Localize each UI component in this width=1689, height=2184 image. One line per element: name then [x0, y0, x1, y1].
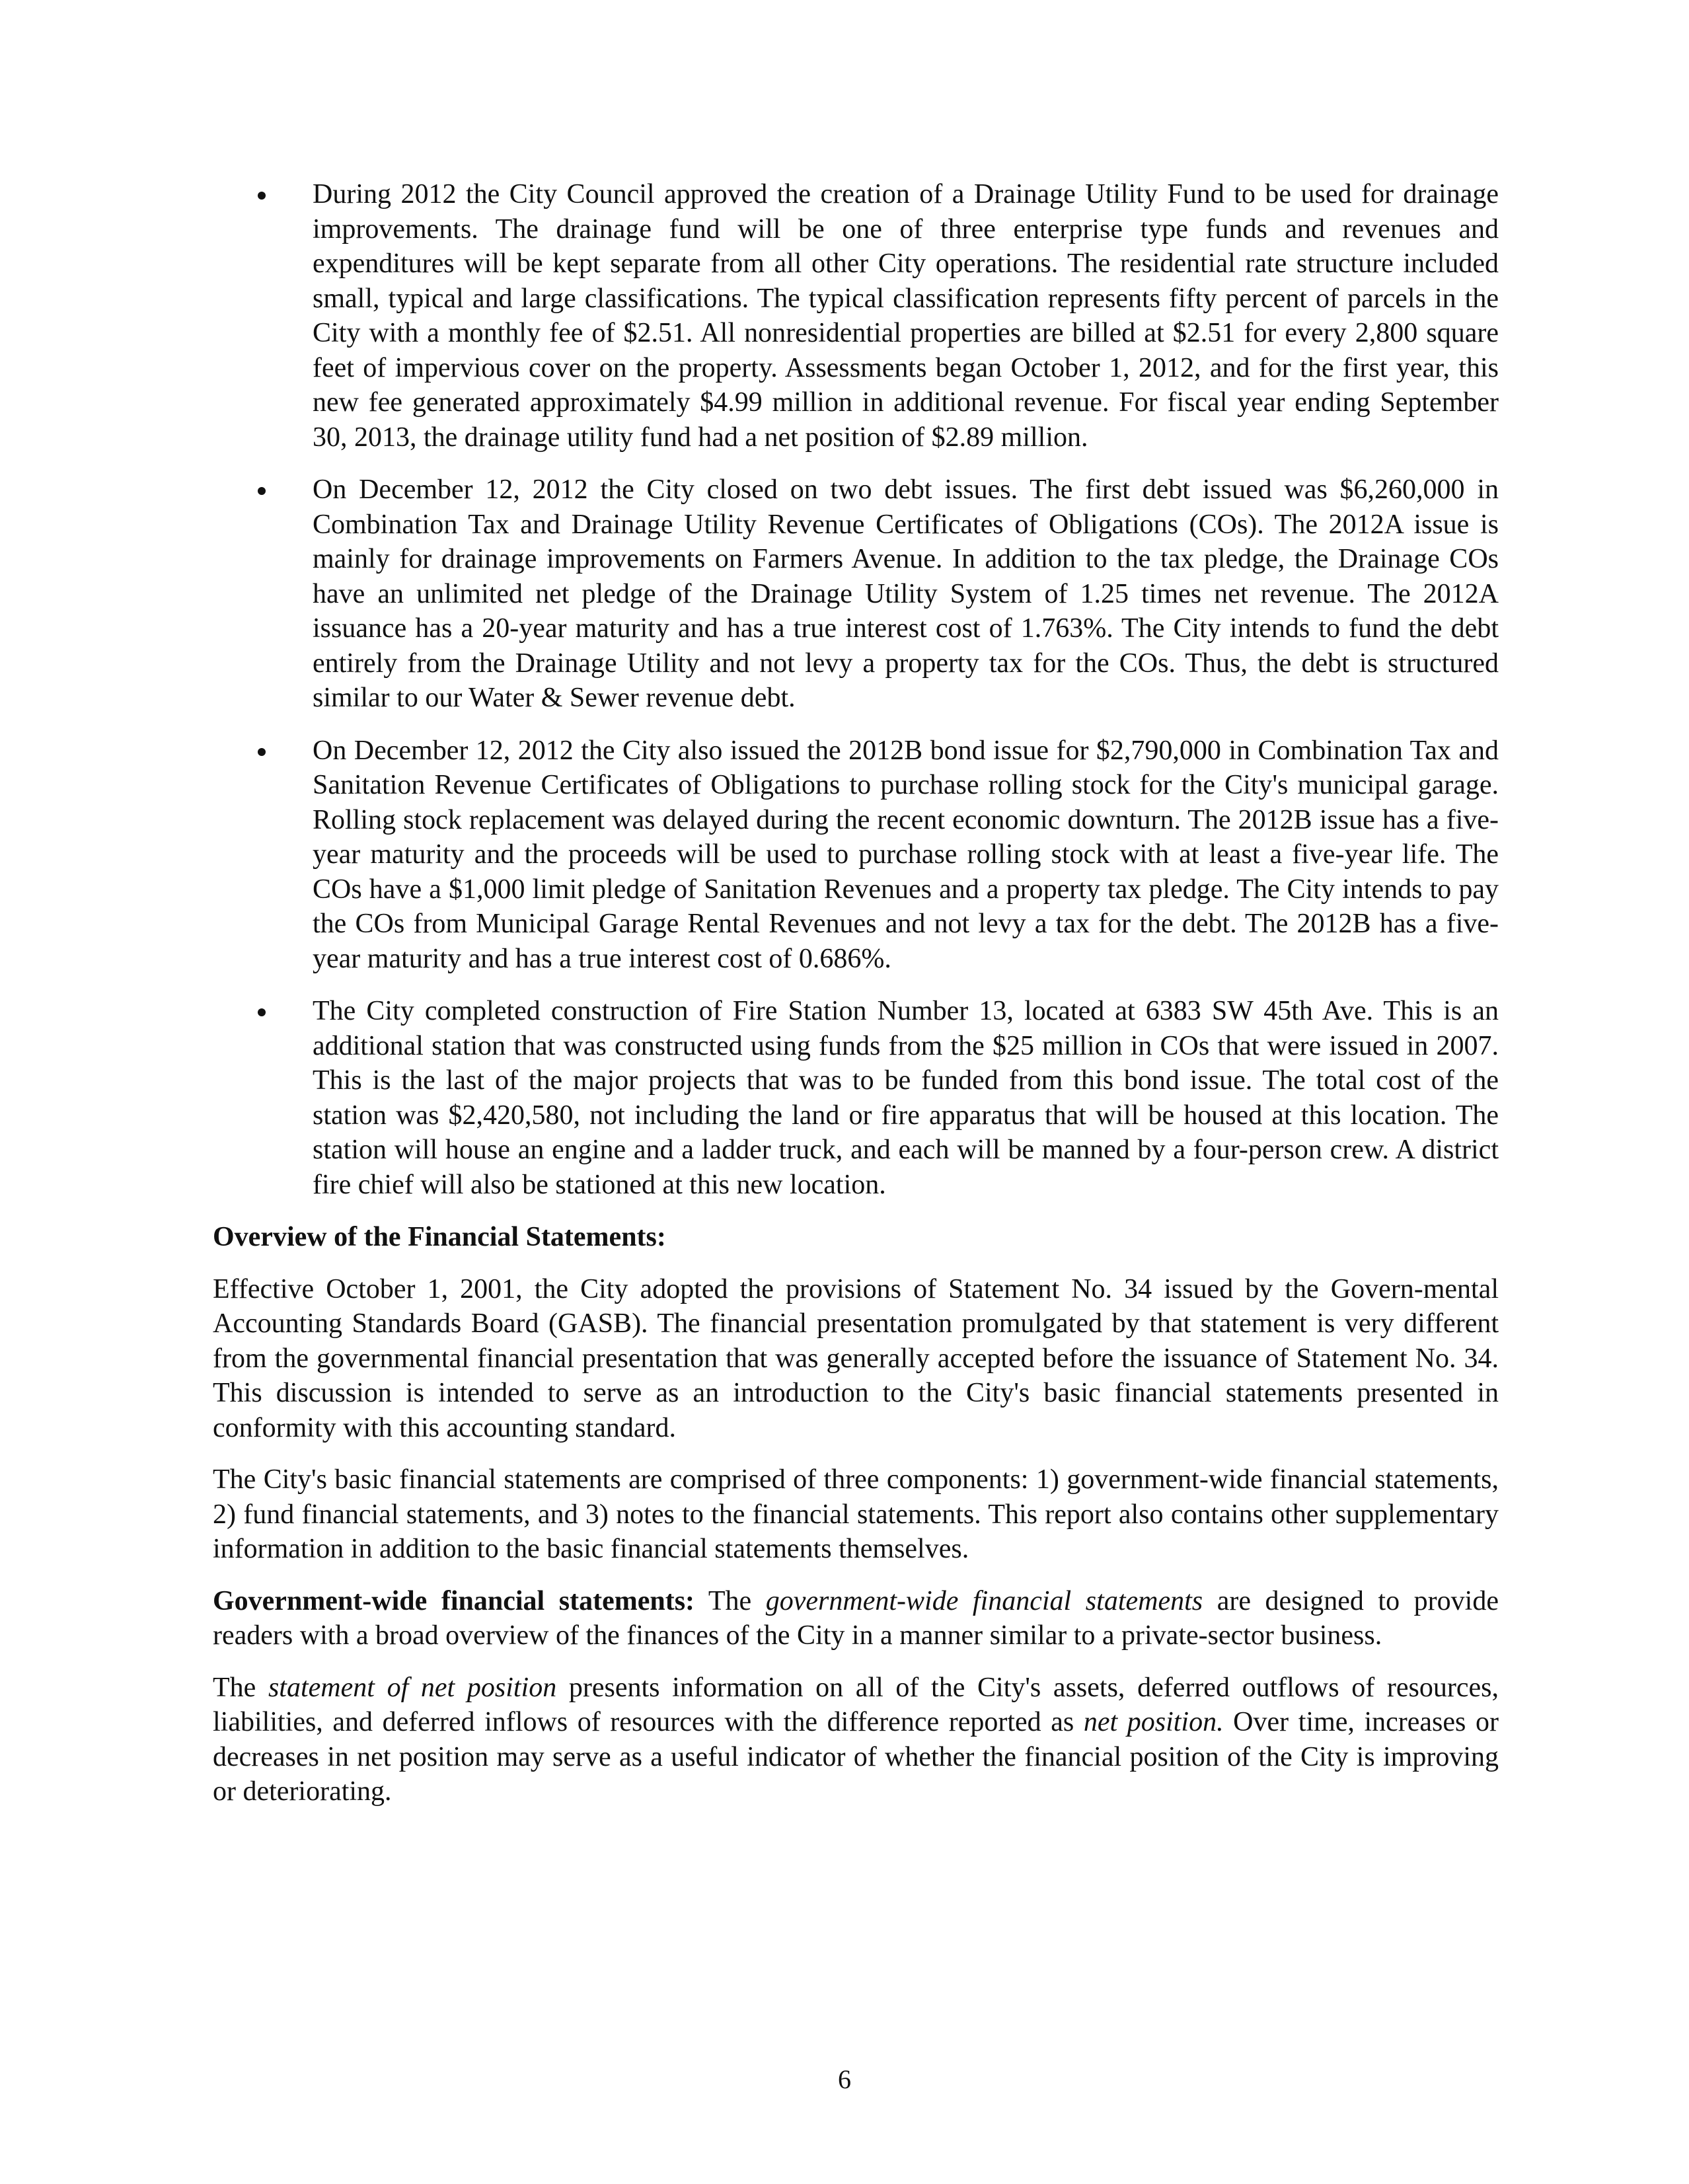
paragraph-lead: Government-wide financial statements: [213, 1585, 695, 1616]
paragraph-text: The [694, 1585, 766, 1616]
paragraph-text: are designed to provide readers with a broad overview of the finances of the City in a manner similar to a private-sector business. [213, 1585, 1499, 1651]
components-paragraph: The City's basic financial statements are comprised of three components: 1) government-wide financial statements, 2) fund financial statements, and 3) notes to the financial statements. This report also contains other supplementary information in addition to the basic financial statements themselves. [213, 1464, 1499, 1564]
emphasis-text: net position. [1083, 1707, 1224, 1737]
emphasis-text: government-wide financial statements [765, 1585, 1203, 1616]
bullet-icon [258, 487, 266, 495]
section-heading: Overview of the Financial Statements: [213, 1222, 666, 1252]
paragraph-text: Over time, increases or decreases in net position may serve as a useful indicator of whether the financial position of the City is improving or deteriorating. [213, 1707, 1499, 1807]
bullet-icon [258, 1008, 266, 1016]
list-item [213, 177, 1499, 455]
bullet-text: The City completed construction of Fire Station Number 13, located at 6383 SW 45th Ave. This is an additional station that was constructed using funds from the $25 million in COs that were issued in 2007. This is the last of the major projects that was to be funded from this bond issue. The total cost of the station was $2,420,580, not including the land or fire apparatus that will be housed at this location. The station will house an engine and a ladder truck, and each will be manned by a four-person crew. A district fire chief will also be stationed at this new location. [313, 996, 1499, 1200]
list-item [213, 994, 1499, 1202]
emphasis-text: statement of net position [268, 1672, 557, 1703]
overview-paragraph: Effective October 1, 2001, the City adopted the provisions of Statement No. 34 issued by the Govern-mental Accounting Standards Board (GASB). The financial presentation promulgated by that statement is very different from the governmental financial presentation that was generally accepted before the issuance of Statement No. 34. This discussion is intended to serve as an introduction to the City's basic financial statements presented in conformity with this accounting standard. [213, 1273, 1499, 1443]
net-position-paragraph [213, 1671, 1499, 1809]
list-item [213, 734, 1499, 977]
bullet-text: During 2012 the City Council approved the creation of a Drainage Utility Fund to be used for drainage improvements. The drainage fund will be one of three enterprise type funds and revenues and expenditures will be kept separate from all other City operations. The residential rate structure included small, typical and large classifications. The typical classification represents fifty percent of parcels in the City with a monthly fee of $2.51. All nonresidential properties are billed at $2.51 for every 2,800 square feet of impervious cover on the property. Assessments began October 1, 2012, and for the first year, this new fee generated approximately $4.99 million in additional revenue. For fiscal year ending September 30, 2013, the drainage utility fund had a net position of $2.89 million. [313, 179, 1499, 453]
page-content [213, 177, 1499, 1826]
highlights-list [213, 177, 1499, 1202]
government-wide-paragraph [213, 1584, 1499, 1653]
bullet-icon [258, 192, 266, 200]
bullet-text: On December 12, 2012 the City also issued the 2012B bond issue for $2,790,000 in Combination Tax and Sanitation Revenue Certificates of Obligations to purchase rolling stock for the City's municipal garage. Rolling stock replacement was delayed during the recent economic downturn. The 2012B issue has a five-year maturity and the proceeds will be used to purchase rolling stock with at least a five-year life. The COs have a $1,000 limit pledge of Sanitation Revenues and a property tax pledge. The City intends to pay the COs from Municipal Garage Rental Revenues and not levy a tax for the debt. The 2012B has a five-year maturity and has a true interest cost of 0.686%. [313, 735, 1499, 974]
page-number: 6 [838, 2064, 851, 2094]
bullet-icon [258, 748, 266, 756]
list-item [213, 472, 1499, 716]
paragraph-text: presents information on all of the City's assets, deferred outflows of resources, liabilities, and deferred inflows of resources with the difference reported as [213, 1672, 1499, 1737]
bullet-text: On December 12, 2012 the City closed on two debt issues. The first debt issued was $6,260,000 in Combination Tax and Drainage Utility Revenue Certificates of Obligations (COs). The 2012A issue is mainly for drainage improvements on Farmers Avenue. In addition to the tax pledge, the Drainage COs have an unlimited net pledge of the Drainage Utility System of 1.25 times net revenue. The 2012A issuance has a 20-year maturity and has a true interest cost of 1.763%. The City intends to fund the debt entirely from the Drainage Utility and not levy a property tax for the COs. Thus, the debt is structured similar to our Water & Sewer revenue debt. [313, 474, 1499, 713]
paragraph-text: The [213, 1672, 268, 1703]
